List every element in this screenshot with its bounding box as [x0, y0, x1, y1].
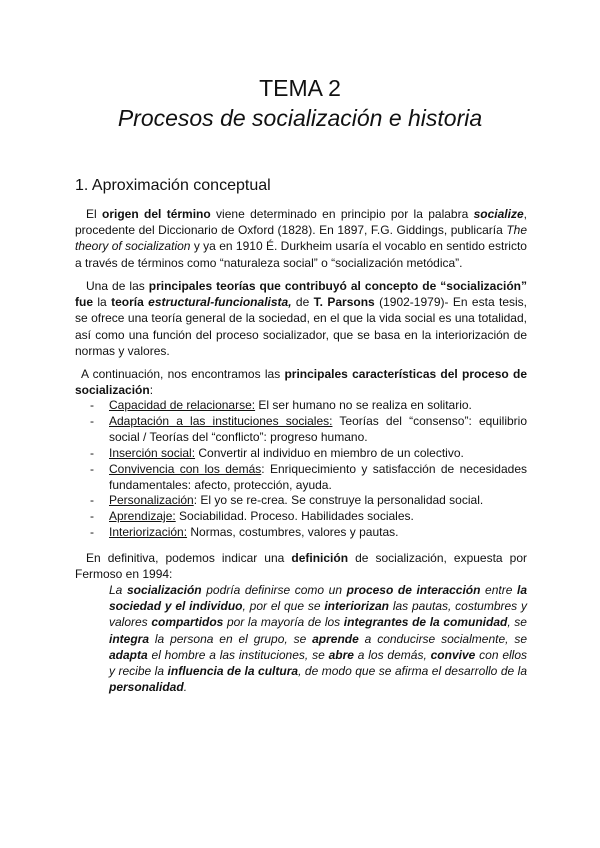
list-item [75, 509, 527, 525]
item-desc: : Enriquecimiento y satisfacción de necesidades fundamentales: afecto, protección, ayuda. [109, 461, 527, 492]
paragraph-origin: El origen del término viene determinado en principio por la palabra socialize, procedente del Diccionario de Oxford (1828). En 1897, F.G. Giddings, publicaría The theory of socialization y ya en 1910 É. Durkheim usaría el vocablo en sentido estricto a través de términos como “naturaleza social” o “socialización metódica”. [75, 207, 527, 270]
paragraph-parsons: Una de las principales teorías que contribuyó al concepto de “socialización” fue la teoría estructural-funcionalista, de T. Parsons (1902-1979)- En esta tesis, se ofrece una teoría general de la sociedad, en el que la vida social es una totalidad, así como una función del proceso socializador, que se basa en la interiorización de normas y valores. [75, 279, 527, 358]
list-item [75, 525, 527, 541]
list-dash: - [90, 525, 94, 540]
list-dash: - [90, 445, 94, 460]
list-item [75, 414, 527, 446]
section-heading: 1. Aproximación conceptual [75, 177, 271, 194]
item-term: Interiorización: [109, 525, 188, 540]
paragraph-definition-intro: En definitiva, podemos indicar una definición de socialización, expuesta por Fermoso en 1994: [75, 551, 527, 582]
list-dash: - [90, 398, 94, 412]
definition-quote: La socialización podría definirse como un proceso de interacción entre la sociedad y el individuo, por el que se interiorizan las pautas, costumbres y valores compartidos por la mayoría de los integrantes de la comunidad, se integra la persona en el grupo, se aprende a conducirse socialmente, se adapta el hombre a las instituciones, se abre a los demás, convive con ellos y recibe la influencia de la cultura, de modo que se afirma el desarrollo de la personalidad. [109, 583, 528, 695]
list-dash: - [90, 461, 94, 476]
list-item [75, 398, 527, 414]
item-term: Inserción social: [109, 445, 196, 460]
item-desc: Sociabilidad. Proceso. Habilidades sociales. [175, 509, 414, 524]
item-desc: : El yo se re-crea. Se construye la personalidad social. [193, 493, 484, 508]
paragraph-characteristics-intro: A continuación, nos encontramos las principales características del proceso de socialización: [75, 367, 527, 398]
list-dash: - [90, 509, 94, 524]
item-desc: El ser humano no se realiza en solitario. [255, 398, 472, 412]
list-item [75, 493, 527, 509]
item-term: Convivencia con los demás [109, 461, 262, 476]
list-item [75, 462, 527, 494]
list-item [75, 446, 527, 462]
item-term: Capacidad de relacionarse: [109, 398, 256, 412]
list-dash: - [90, 413, 94, 428]
page-title: TEMA 2 [259, 75, 341, 101]
item-term: Personalización [109, 493, 194, 508]
item-term: Aprendizaje: [109, 509, 176, 524]
item-desc: Convertir al individuo en miembro de un colectivo. [195, 445, 464, 460]
item-desc: Normas, costumbres, valores y pautas. [187, 525, 399, 540]
item-term: Adaptación a las instituciones sociales: [109, 413, 333, 428]
list-dash: - [90, 493, 94, 508]
page-subtitle: Procesos de socialización e historia [117, 105, 483, 131]
item-desc: Teorías del “consenso”: equilibrio social / Teorías del “conflicto”: progreso humano. [109, 413, 527, 444]
characteristics-list [75, 398, 527, 541]
